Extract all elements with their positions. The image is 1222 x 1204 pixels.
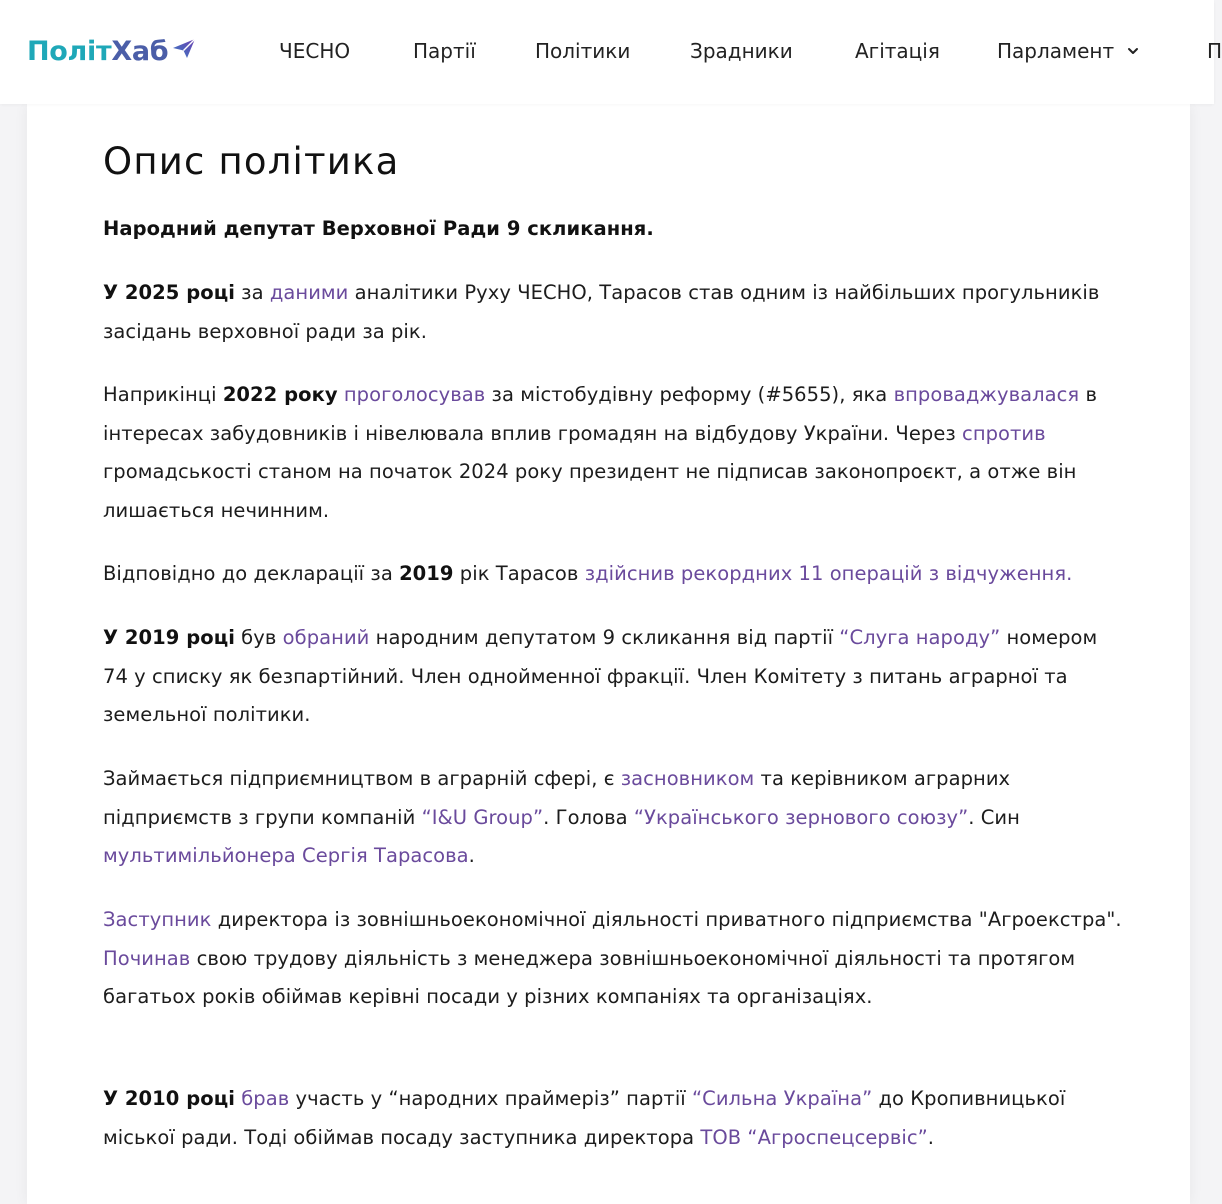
link-multimillionaire[interactable]: мультимільйонера Сергія Тарасова <box>103 844 469 867</box>
link-agrospetsservis[interactable]: ТОВ “Агроспецсервіс” <box>700 1125 928 1149</box>
bold-text: У 2019 році <box>103 626 235 649</box>
text: номером 74 у списку як безпартійний. Член однойменної фракції. Член Комітету з питань аграрної та земельної політики. <box>103 626 1098 726</box>
link-strong-ukraine[interactable]: “Сильна Україна” <box>692 1087 873 1110</box>
text: та керівником аграрних підприємств з групи компаній <box>103 767 1011 829</box>
paragraph-4 <box>103 555 1123 594</box>
text: директора із зовнішньоекономічної діяльності приватного підприємства "Агроекстра". <box>211 908 1122 931</box>
paragraph-3 <box>103 376 1123 530</box>
text: аналітики Руху ЧЕСНО, Тарасов став одним із найбільших прогульників засідань верховної ради за рік. <box>103 281 1100 343</box>
text: до Кропивницької міської ради. Тоді обіймав посаду заступника директора <box>103 1087 1066 1149</box>
text: . Голова <box>543 805 634 829</box>
text: Відповідно до декларації за <box>103 562 400 585</box>
bold-text: 2022 року <box>222 383 338 406</box>
text: за містобудівну реформу (#5655), яка <box>485 383 894 406</box>
link-grain-union[interactable]: “Українського зернового союзу” <box>633 805 969 829</box>
link-iu-group[interactable]: “I&U Group” <box>421 805 544 829</box>
link-servant-of-people[interactable]: “Слуга народу” <box>839 626 1001 649</box>
nav-item-parties[interactable]: Партії <box>413 39 476 63</box>
link-deputy[interactable]: Заступник <box>103 908 212 931</box>
paragraph-8 <box>103 1080 1123 1157</box>
paragraph-1 <box>103 210 1123 249</box>
main-nav <box>0 0 1222 104</box>
text: Займається підприємництвом в аграрній сфері, є <box>103 767 621 790</box>
logo-text-part2: Хаб <box>111 35 169 67</box>
bold-text: У 2025 році <box>103 281 235 304</box>
link-data[interactable]: даними <box>269 281 349 304</box>
nav-item-truncated[interactable]: П <box>1207 39 1222 63</box>
chevron-down-icon <box>1126 44 1140 58</box>
text: в інтересах забудовників і нівелювала вплив громадян на відбудову України. Через <box>103 383 1097 445</box>
page-title: Опис політика <box>103 140 400 183</box>
content-card <box>27 104 1190 1204</box>
paragraph-5 <box>103 619 1123 735</box>
paragraph-2 <box>103 274 1123 351</box>
link-resistance[interactable]: спротив <box>962 421 1046 445</box>
link-started[interactable]: Починав <box>103 946 191 970</box>
text: за <box>234 281 270 304</box>
nav-item-traitors[interactable]: Зрадники <box>690 39 793 63</box>
nav-item-agitation[interactable]: Агітація <box>855 39 940 63</box>
link-voted[interactable]: проголосував <box>343 383 486 406</box>
paragraph-7 <box>103 901 1123 1017</box>
text: був <box>234 626 283 649</box>
text: участь у “народних праймеріз” партії <box>289 1087 692 1110</box>
link-participated[interactable]: брав <box>241 1087 290 1110</box>
nav-item-parliament[interactable] <box>997 37 1140 65</box>
link-elected[interactable]: обраний <box>282 626 370 649</box>
bold-text: Народний депутат Верховної Ради 9 скликання. <box>103 217 654 240</box>
bold-text: 2019 <box>399 562 454 585</box>
nav-item-parliament-label: Парламент <box>997 39 1115 63</box>
text: рік Тарасов <box>453 562 585 585</box>
text: . <box>468 844 475 867</box>
text: . Син <box>968 805 1020 829</box>
nav-item-politicians[interactable]: Політики <box>535 39 631 63</box>
link-founder[interactable]: засновником <box>620 767 755 790</box>
paragraph-6 <box>103 760 1123 876</box>
logo-text-part1: Політ <box>27 35 112 67</box>
text: Наприкінці <box>103 383 223 406</box>
site-header <box>0 0 1222 104</box>
link-implemented[interactable]: впроваджувалася <box>893 383 1080 406</box>
text: народним депутатом 9 скликання від партії <box>369 626 840 649</box>
bold-text: У 2010 році <box>103 1087 235 1110</box>
text: громадськості станом на початок 2024 року президент не підписав законопроєкт, а отже він лишається нечинним. <box>103 460 1077 522</box>
text: . <box>927 1125 935 1149</box>
link-record-operations[interactable]: здійснив рекордних 11 операцій з відчуження. <box>584 562 1073 585</box>
nav-item-chesno[interactable]: ЧЕСНО <box>279 39 351 63</box>
text: свою трудову діяльність з менеджера зовнішньоекономічної діяльності та протягом багатьох років обіймав керівні посади у різних компаніях та організаціях. <box>103 946 1076 1008</box>
